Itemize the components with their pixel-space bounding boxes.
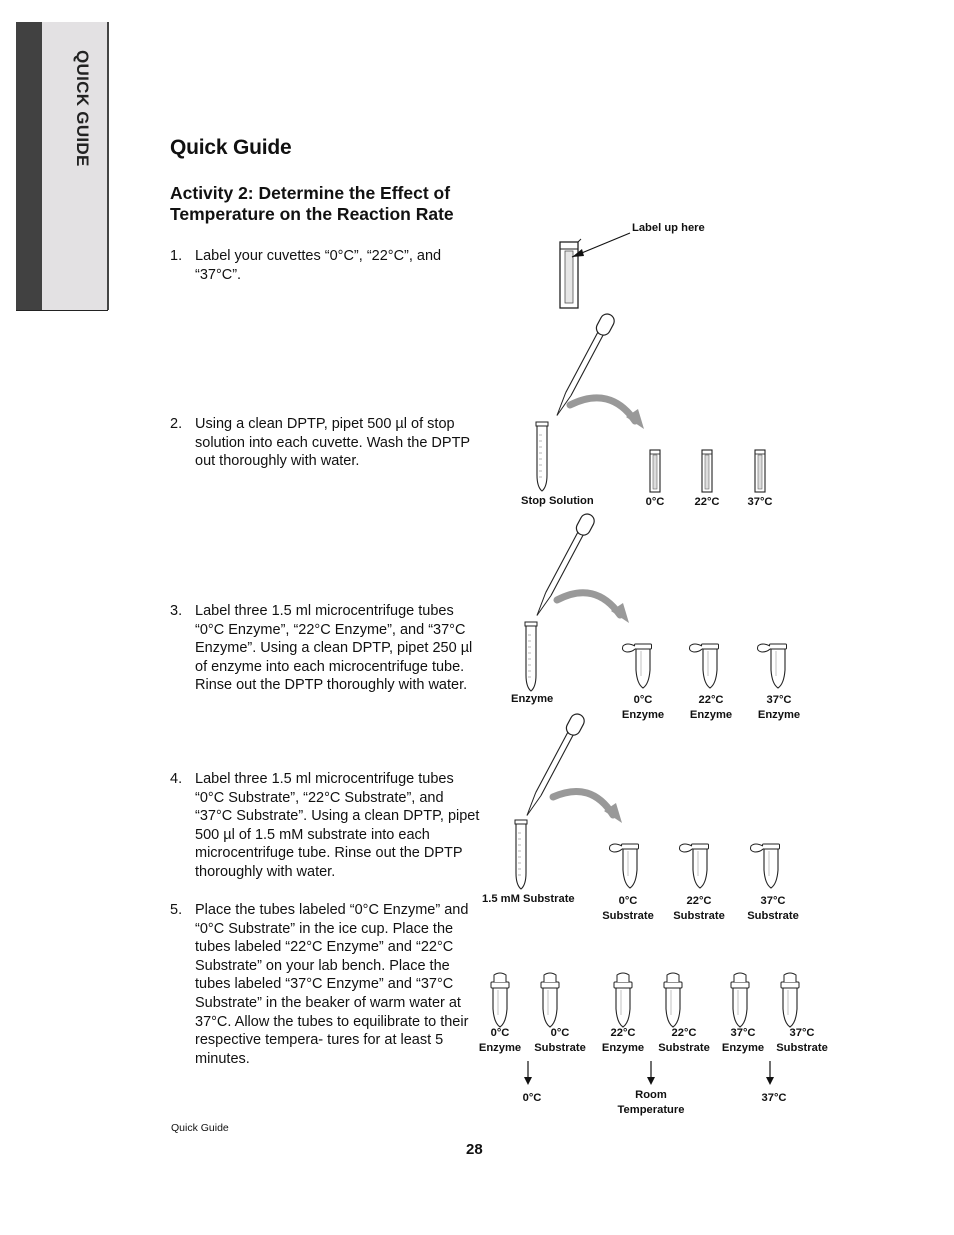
pipette-icon (521, 712, 587, 819)
step-text: Label your cuvettes “0°C”, “22°C”, and “37°C”. (195, 248, 442, 283)
tube-label: 0°C Substrate (602, 895, 654, 922)
tube-label: 0°C Enzyme (478, 1027, 522, 1054)
microtube-icon (680, 844, 709, 888)
cuvette-label: 37°C (747, 496, 773, 508)
substrate-tube-row (595, 845, 795, 890)
step-number: 2. (170, 416, 183, 432)
figure-cuvette-label (540, 225, 740, 320)
tube-label: 22°C Substrate (658, 1027, 710, 1054)
microtube-icon (623, 644, 652, 688)
step-5 (170, 901, 480, 1068)
tube-label: 37°C Substrate (747, 895, 799, 922)
curved-arrow-icon (553, 791, 613, 815)
cuvette-label: 0°C (645, 496, 665, 508)
microtube-icon (541, 973, 559, 1027)
microtube-icon (610, 844, 639, 888)
step-number: 1. (170, 248, 183, 264)
destination-label: 0°C (522, 1092, 542, 1104)
step-number: 5. (170, 902, 183, 918)
tube-label: 22°C Enzyme (601, 1027, 645, 1054)
microtube-icon (751, 844, 780, 888)
page-number: 28 (466, 1141, 483, 1158)
page-title: Quick Guide (170, 136, 292, 159)
step-text: Label three 1.5 ml microcentrifuge tubes “0°C Substrate”, “22°C Substrate”, and “37°C Substrate”. Using a clean DPTP, pipet 500 µl of 1.5 mM substrate into each microcentrifuge tube. Rinse out the DPTP thoroughly with water. (195, 771, 480, 880)
cuvette-icon (702, 450, 712, 492)
footer-label: Quick Guide (171, 1122, 229, 1134)
curved-arrow-icon (557, 593, 620, 615)
microtube-icon (731, 973, 749, 1027)
enzyme-tube-row (610, 645, 810, 690)
microtube-icon (690, 644, 719, 688)
microtube-icon (758, 644, 787, 688)
microtube-icon (614, 973, 632, 1027)
tube-icon (536, 422, 548, 491)
source-label: Stop Solution (521, 495, 594, 507)
step-1 (170, 247, 480, 284)
tube-label: 22°C Enzyme (689, 694, 733, 721)
callout-label: Label up here (632, 222, 705, 234)
tube-label: 37°C Enzyme (757, 694, 801, 721)
tube-icon (515, 820, 527, 889)
cuvette-icon (755, 450, 765, 492)
cuvette-label: 22°C (694, 496, 720, 508)
step-number: 3. (170, 603, 183, 619)
tube-label: 22°C Substrate (673, 895, 725, 922)
tube-label: 37°C Enzyme (721, 1027, 765, 1054)
tube-label: 0°C Enzyme (621, 694, 665, 721)
microtube-icon (664, 973, 682, 1027)
side-tab-bar (16, 22, 42, 310)
step-text: Using a clean DPTP, pipet 500 µl of stop solution into each cuvette. Wash the DPTP out thoroughly with water. (195, 416, 470, 470)
side-tab-label: QUICK GUIDE (73, 50, 92, 167)
step-2 (170, 415, 480, 471)
cuvette-icon (650, 450, 660, 492)
source-label: 1.5 mM Substrate (482, 893, 575, 905)
step-3 (170, 602, 480, 695)
step-text: Label three 1.5 ml microcentrifuge tubes “0°C Enzyme”, “22°C Enzyme”, and “37°C Enzyme”. Using a clean DPTP, pipet 250 µl of enzyme into each microcentrifuge tube. Rinse out the DPTP thoroughly with water. (195, 603, 473, 694)
step-number: 4. (170, 771, 183, 787)
step-text: Place the tubes labeled “0°C Enzyme” and “0°C Substrate” in the ice cup. Place the tubes labeled “22°C Enzyme” and “22°C Substrate” on your lab bench. Place the tubes labeled “37°C Enzyme” and “37°C Substrate” in the beaker of warm water at 37°C. Allow the tubes to equilibrate to their respective tempera- tures for at least 5 minutes. (195, 902, 469, 1067)
activity-title: Activity 2: Determine the Effect of Temperature on the Reaction Rate (170, 183, 454, 224)
destination-label: 37°C (761, 1092, 787, 1104)
destination-label: Room Temperature (617, 1089, 685, 1116)
curved-arrow-icon (570, 398, 635, 421)
cuvette-row (640, 450, 780, 495)
tube-label: 37°C Substrate (776, 1027, 828, 1054)
tube-label: 0°C Substrate (534, 1027, 586, 1054)
source-label: Enzyme (511, 693, 554, 705)
side-tab-border (107, 22, 109, 310)
cuvette-icon (560, 239, 581, 308)
pipette-icon (531, 512, 597, 619)
microtube-icon (491, 973, 509, 1027)
tube-icon (525, 622, 537, 691)
microtube-icon (781, 973, 799, 1027)
step-4 (170, 770, 480, 882)
